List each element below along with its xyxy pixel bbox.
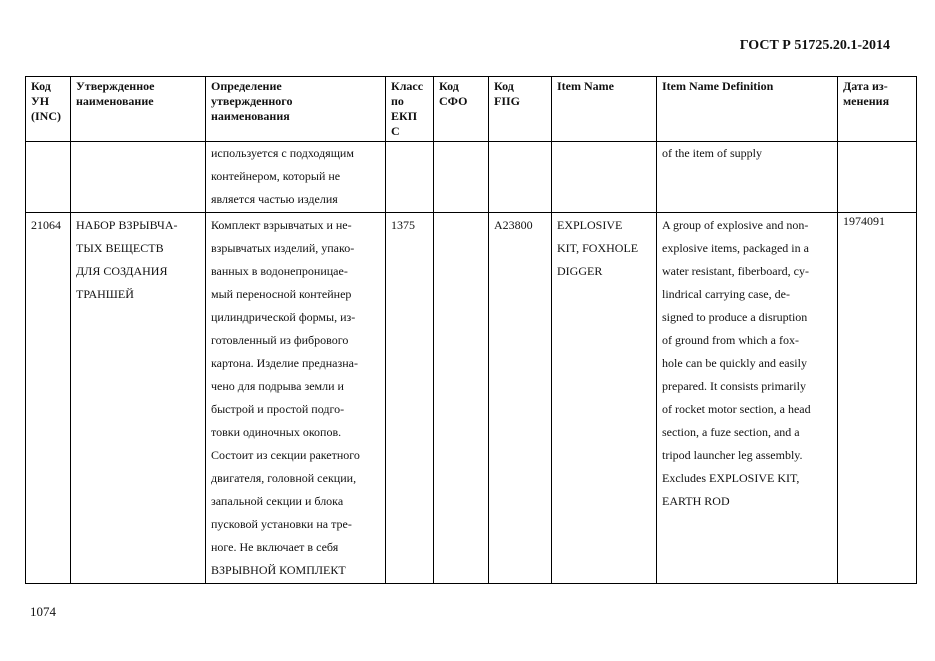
col-header-inc: Код УН (INC) [26, 77, 71, 142]
col-header-item-definition: Item Name Definition [657, 77, 838, 142]
cell-name-ru: НАБОР ВЗРЫВЧА- ТЫХ ВЕЩЕСТВ ДЛЯ СОЗДАНИЯ ТРАНШЕЙ [71, 213, 206, 584]
cell-definition-ru: используется с подходящим контейнером, который не является частью изделия [206, 142, 386, 213]
col-header-date: Дата из- менения [838, 77, 917, 142]
cell [26, 142, 71, 213]
col-header-sfo: Код СФО [434, 77, 489, 142]
col-header-fiig: Код FIIG [489, 77, 552, 142]
cell-definition-ru: Комплект взрывчатых и не- взрывчатых изделий, упако- ванных в водонепроницае- мый переносной контейнер цилиндрической формы, из- готовленный из фибрового картона. Изделие предназна- чено для подрыва земли и быстрой и простой подго- товки одиночных окопов. Состоит из секции ракетного двигателя, головной секции, запальной секции и блока пусковой установки на тре- ноге. Не включает в себя ВЗРЫВНОЙ КОМПЛЕКТ [206, 213, 386, 584]
table-row-continuation [26, 142, 917, 213]
cell-definition-en: A group of explosive and non- explosive items, packaged in a water resistant, fiberboard, cy- lindrical carrying case, de- signed to produce a disruption of ground from which a fox- hole can be quickly and easily prepared. It consists primarily of rocket motor section, a head section, a fuze section, and a tripod launcher leg assembly. Excludes EXPLOSIVE KIT, EARTH ROD [657, 213, 838, 584]
cell [838, 142, 917, 213]
catalog-table [25, 76, 917, 584]
cell-sfo [434, 213, 489, 584]
cell-inc: 21064 [26, 213, 71, 584]
cell [552, 142, 657, 213]
table-row [26, 213, 917, 584]
cell-fiig: A23800 [489, 213, 552, 584]
cell [489, 142, 552, 213]
cell-class: 1375 [386, 213, 434, 584]
cell [71, 142, 206, 213]
standard-number: ГОСТ Р 51725.20.1-2014 [739, 38, 890, 53]
cell-definition-en: of the item of supply [657, 142, 838, 213]
col-header-definition-ru: Определение утвержденного наименования [206, 77, 386, 142]
col-header-item-name: Item Name [552, 77, 657, 142]
col-header-class: Класс по ЕКП С [386, 77, 434, 142]
table-header-row [26, 77, 917, 142]
col-header-name-ru: Утвержденное наименование [71, 77, 206, 142]
cell-date: 1974091 [838, 213, 917, 584]
cell-item-name: EXPLOSIVE KIT, FOXHOLE DIGGER [552, 213, 657, 584]
cell [434, 142, 489, 213]
cell [386, 142, 434, 213]
page-number: 1074 [30, 604, 56, 619]
